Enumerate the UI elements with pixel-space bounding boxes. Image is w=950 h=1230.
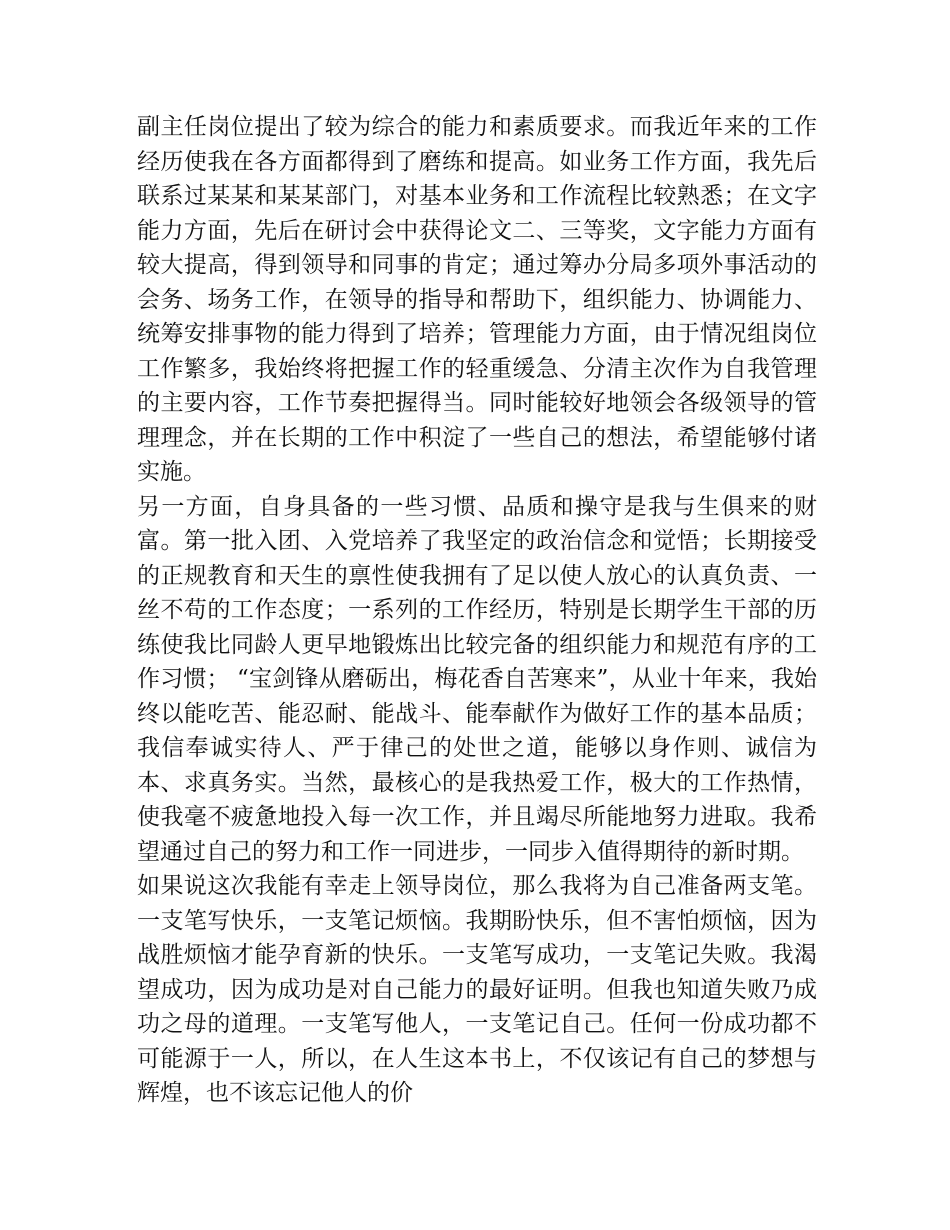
paragraph-1: 副主任岗位提出了较为综合的能力和素质要求。而我近年来的工作经历使我在各方面都得到了磨练和提高。如业务工作方面，我先后联系过某某和某某部门，对基本业务和工作流程比较熟悉；在文字能力方面，先后在研讨会中获得论文二、三等奖，文字能力方面有较大提高，得到领导和同事的肯定；通过筹办分局多项外事活动的会务、场务工作，在领导的指导和帮助下，组织能力、协调能力、统筹安排事物的能力得到了培养；管理能力方面，由于情况组岗位工作繁多，我始终将把握工作的轻重缓急、分清主次作为自我管理的主要内容，工作节奏把握得当。同时能较好地领会各级领导的管理理念，并在长期的工作中积淀了一些自己的想法，希望能够付诸实施。 [137, 114, 817, 485]
paragraph-2: 另一方面，自身具备的一些习惯、品质和操守是我与生俱来的财富。第一批入团、入党培养了我坚定的政治信念和觉悟；长期接受的正规教育和天生的禀性使我拥有了足以使人放心的认真负责、一丝不苟的工作态度；一系列的工作经历，特别是长期学生干部的历练使我比同龄人更早地锻炼出比较完备的组织能力和规范有序的工作习惯； “宝剑锋从磨砺出，梅花香自苦寒来”，从业十年来，我始终以能吃苦、能忍耐、能战斗、能奉献作为做好工作的基本品质；我信奉诚实待人、严于律己的处世之道，能够以身作则、诚信为本、求真务实。当然，最核心的是我热爱工作，极大的工作热情，使我毫不疲惫地投入每一次工作，并且竭尽所能地努力进取。我希望通过自己的努力和工作一同进步，一同步入值得期待的新时期。 [137, 493, 817, 865]
paragraph-3: 如果说这次我能有幸走上领导岗位，那么我将为自己准备两支笔。一支笔写快乐，一支笔记烦恼。我期盼快乐，但不害怕烦恼，因为战胜烦恼才能孕育新的快乐。一支笔写成功，一支笔记失败。我渴望成功，因为成功是对自己能力的最好证明。但我也知道失败乃成功之母的道理。一支笔写他人，一支笔记自己。任何一份成功都不可能源于一人，所以，在人生这本书上，不仅该记有自己的梦想与辉煌，也不该忘记他人的价 [137, 873, 817, 1106]
body-text [137, 110, 817, 1111]
